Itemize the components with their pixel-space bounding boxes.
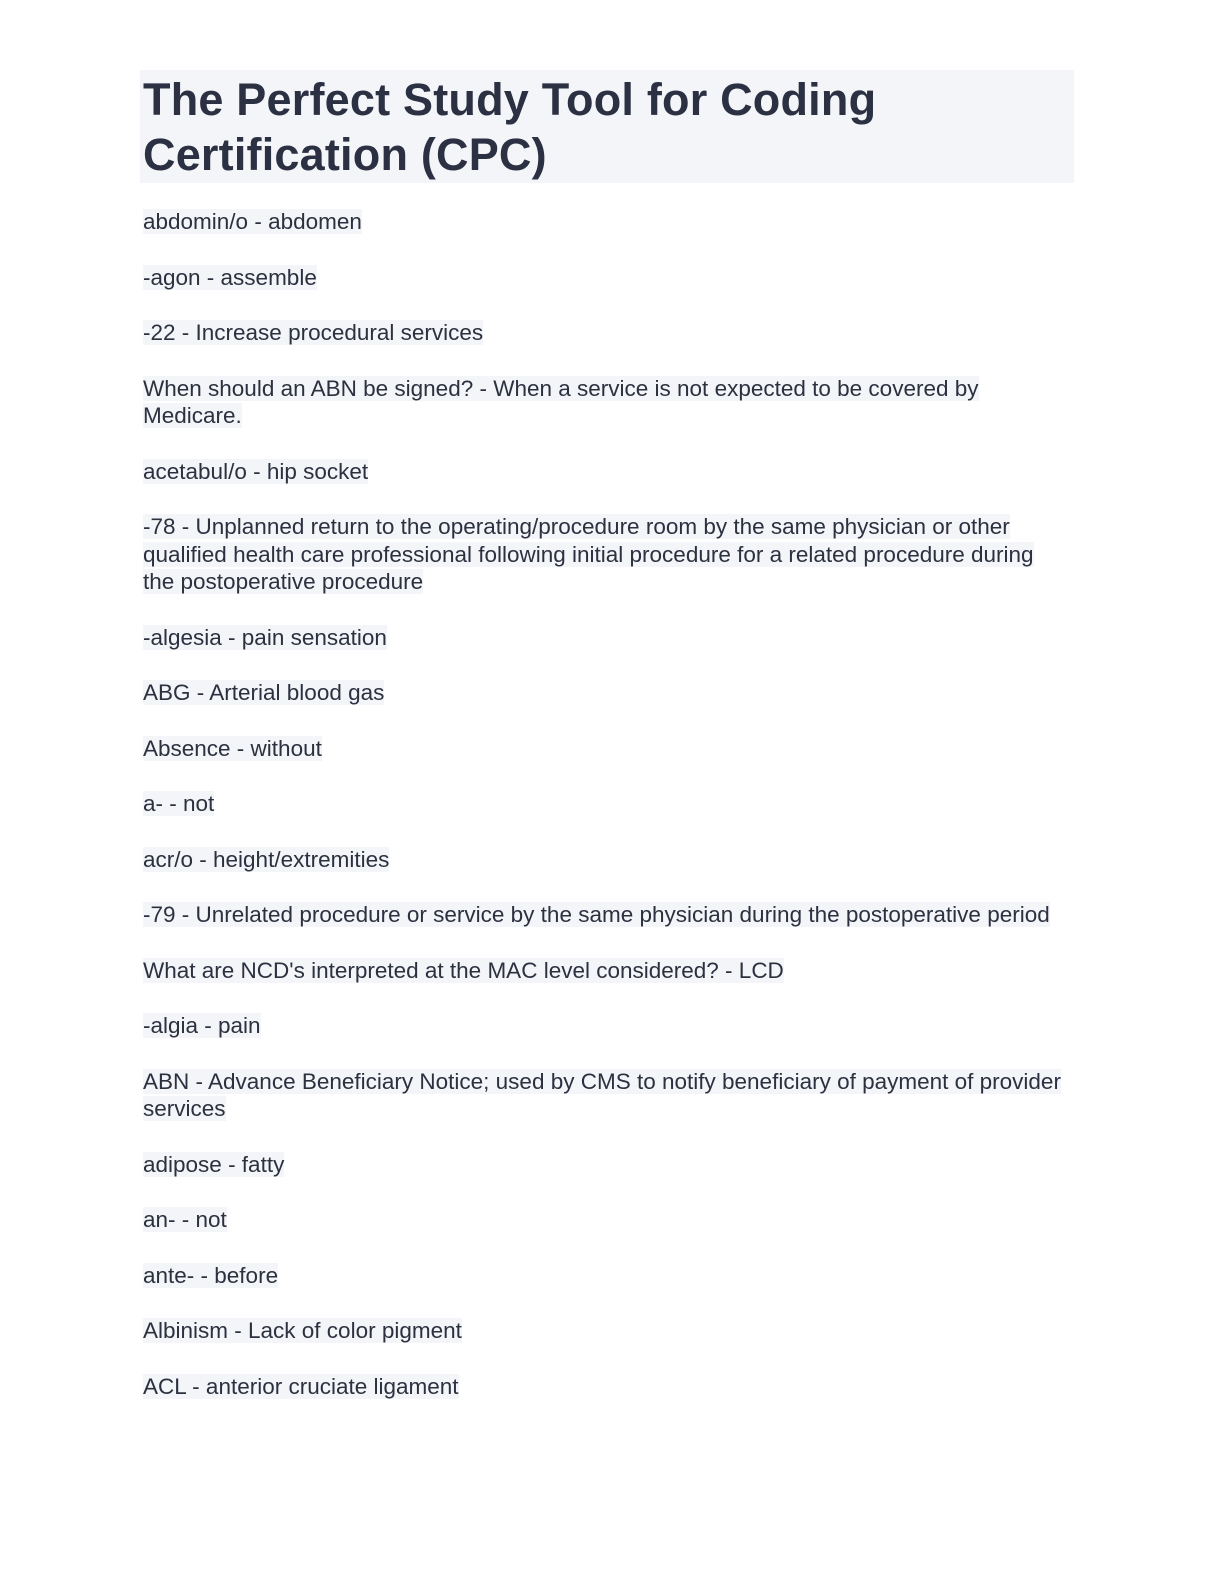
flashcard-entry bbox=[143, 624, 1063, 652]
flashcard-entry bbox=[143, 1012, 1063, 1040]
flashcard-entry bbox=[143, 1262, 1063, 1290]
flashcard-text: -algesia - pain sensation bbox=[143, 624, 387, 650]
flashcard-text: -79 - Unrelated procedure or service by the same physician during the postoperative period bbox=[143, 902, 1050, 927]
flashcard-entry bbox=[143, 1373, 1063, 1401]
flashcard-text: acetabul/o - hip socket bbox=[143, 458, 369, 484]
flashcard-text: When should an ABN be signed? - When a service is not expected to be covered by Medicare. bbox=[143, 375, 979, 428]
flashcard-entry bbox=[143, 957, 1063, 985]
flashcard-text: -agon - assemble bbox=[143, 264, 317, 290]
flashcard-text: ACL - anterior cruciate ligament bbox=[143, 1373, 459, 1399]
flashcard-entry bbox=[143, 1206, 1063, 1234]
flashcard-text: -22 - Increase procedural services bbox=[143, 320, 484, 345]
flashcard-text: -78 - Unplanned return to the operating/procedure room by the same physician or other qualified health care professional following initial procedure for a related procedure during the postoperative procedure bbox=[143, 514, 1034, 594]
flashcard-entry bbox=[143, 846, 1063, 874]
flashcard-entry bbox=[143, 513, 1063, 596]
flashcard-entry bbox=[143, 901, 1063, 929]
flashcard-entry bbox=[143, 208, 1063, 236]
flashcard-entry bbox=[143, 790, 1063, 818]
flashcard-entry bbox=[143, 1317, 1063, 1345]
flashcard-text: acr/o - height/extremities bbox=[143, 846, 390, 872]
title-block bbox=[140, 70, 1074, 183]
flashcard-text: Absence - without bbox=[143, 735, 322, 761]
flashcard-entry bbox=[143, 319, 1063, 347]
flashcard-entry bbox=[143, 1151, 1063, 1179]
flashcard-entry bbox=[143, 264, 1063, 292]
flashcard-text: abdomin/o - abdomen bbox=[143, 209, 362, 234]
flashcard-text: Albinism - Lack of color pigment bbox=[143, 1318, 462, 1343]
flashcard-entry bbox=[143, 458, 1063, 486]
document-page bbox=[140, 70, 1074, 1428]
flashcard-text: an- - not bbox=[143, 1207, 227, 1232]
flashcard-entry bbox=[143, 735, 1063, 763]
document-title: The Perfect Study Tool for Coding Certification (CPC) bbox=[143, 74, 877, 180]
flashcard-entry bbox=[143, 1068, 1063, 1123]
flashcard-text: adipose - fatty bbox=[143, 1151, 285, 1177]
flashcard-text: What are NCD's interpreted at the MAC level considered? - LCD bbox=[143, 957, 784, 983]
flashcard-list bbox=[140, 208, 1074, 1400]
flashcard-text: ABG - Arterial blood gas bbox=[143, 680, 385, 705]
flashcard-text: a- - not bbox=[143, 791, 215, 816]
flashcard-entry bbox=[143, 679, 1063, 707]
flashcard-text: ABN - Advance Beneficiary Notice; used by CMS to notify beneficiary of payment of provider services bbox=[143, 1068, 1061, 1121]
flashcard-entry bbox=[143, 375, 1063, 430]
flashcard-text: ante- - before bbox=[143, 1262, 279, 1288]
flashcard-text: -algia - pain bbox=[143, 1013, 261, 1038]
